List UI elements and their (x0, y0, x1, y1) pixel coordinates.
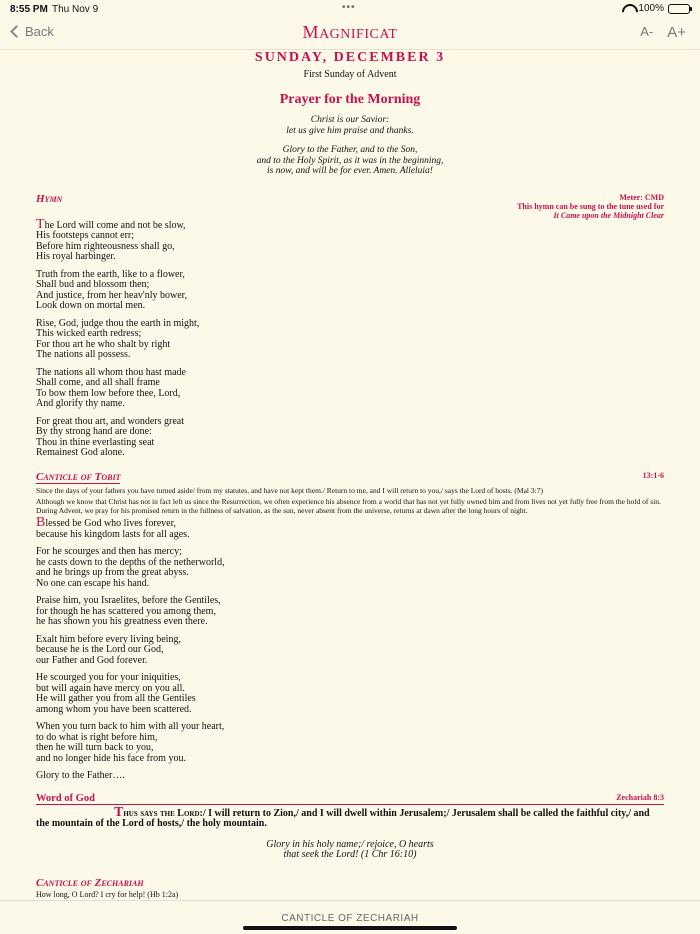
back-label: Back (25, 24, 54, 39)
canticle-tobit-antiphon: Since the days of your fathers you have turned aside/ from my statutes, and have not kept them./ Return to me, and I will return to you,/ says the Lord of hosts. (Mal 3:7) (36, 485, 543, 495)
status-date: Thu Nov 9 (52, 4, 99, 15)
decrease-font-button[interactable]: A- (640, 24, 654, 39)
bottom-section-bar[interactable] (0, 900, 700, 934)
hymn-heading: Hymn (36, 192, 63, 205)
word-of-god-ref: Zechariah 8:3 (616, 792, 664, 802)
prayer-title: Prayer for the Morning (279, 92, 421, 107)
wifi-icon (622, 4, 634, 13)
word-of-god-response: Glory in his holy name;/ rejoice, O hearts that seek the Lord! (1 Chr 16:10) (266, 838, 434, 860)
reading-content[interactable] (0, 50, 700, 900)
navigation-bar (0, 18, 700, 50)
invitatory: Christ is our Savior: let us give him praise and thanks. (286, 115, 414, 136)
status-bar (0, 0, 700, 18)
page-date: SUNDAY, DECEMBER 3 (254, 50, 446, 65)
current-section-label: CANTICLE OF ZECHARIAH (281, 913, 419, 924)
battery-percent: 100% (638, 3, 664, 14)
canticle-tobit-text: Blessed be God who lives forever, because his kingdom lasts for all ages. For he scourges and then has mercy; he casts down to the depths of the netherworld, and he brings up from the great abyss. No one can escape his hand. Praise him, you Israelites, before the Gentiles, for though he has scattered you among them, he has shown you his greatness even there. Exalt him before every living being, because he is the Lord our God, our Father and God forever. He scourged you for your iniquities, but will again have mercy on you all. He will gather you from all the Gentiles among whom you have been scattered. When you turn back to him with all your heart, to do what is right before him, then he will turn back to you, and no longer hide his face from you. Glory to the Father…. (36, 515, 225, 781)
canticle-zechariah-heading: Canticle of Zechariah (36, 876, 144, 889)
home-indicator[interactable] (243, 926, 457, 930)
liturgical-day: First Sunday of Advent (303, 69, 397, 80)
word-of-god-heading: Word of God (36, 792, 95, 804)
canticle-tobit-heading: Canticle of Tobit (36, 470, 121, 483)
canticle-tobit-ref: 13:1-6 (642, 470, 664, 480)
canticle-tobit-intro: Although we know that Christ has not in fact left us since the Resurrection, we often experience his absence from a world that has not yet fully owned him and from lives not yet fully free from the hold of sin. During Advent, we pray for his promised return in the fullness of salvation, as the sun, never absent from the universe, returns at dawn after the long hours of night. (36, 497, 661, 515)
hymn-text: The Lord will come and not be slow, His footsteps cannot err; Before him righteousness shall go, His royal harbinger. Truth from the earth, like to a flower, Shall bud and blossom then; And justice, from her heav'nly bower, Look down on mortal men. Rise, God, judge thou the earth in might, This wicked earth redress; For thou art he who shalt by right The nations all possess. The nations all whom thou hast made Shall come, and all shall frame To bow them low before thee, Lord, And glorify thy name. For great thou art, and wonders great By thy strong hand are done: Thou in thine everlasting seat Remainest God alone. (36, 216, 200, 458)
hymn-meter: Meter: CMD This hymn can be sung to the tune used for It Came upon the Midnight Clear (517, 192, 664, 220)
doxology: Glory to the Father, and to the Son, and to the Holy Spirit, as it was in the beginning, is now, and will be for ever. Amen. Alleluia! (256, 145, 444, 176)
word-of-god-text: Thus says the Lord:/ I will return to Zion,/ and I will dwell within Jerusalem;/ Jerusalem shall be called the faithful city,/ and the mountain of the Lord of hosts,/ the holy mountain. (36, 804, 650, 829)
canticle-zechariah-antiphon: How long, O Lord? I cry for help! (Hb 1:2a) (36, 889, 179, 899)
app-logo: MAGNIFICAT (302, 22, 398, 42)
multitask-dots-icon[interactable]: ••• (342, 2, 356, 13)
battery-icon (668, 4, 690, 14)
increase-font-button[interactable]: A+ (667, 24, 686, 41)
status-time: 8:55 PM (10, 4, 48, 15)
